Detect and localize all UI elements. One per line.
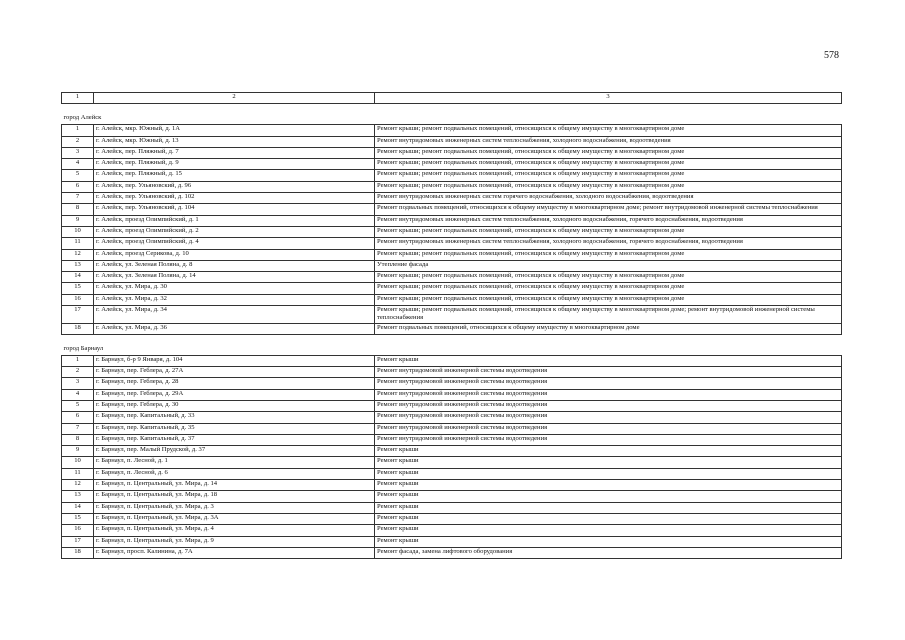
works-cell: Ремонт крыши xyxy=(375,355,842,366)
works-cell: Ремонт внутридомовых инженерных систем теплоснабжения, холодного водоснабжения, водоотведения xyxy=(375,136,842,147)
table-row xyxy=(62,323,842,334)
table-row xyxy=(62,457,842,468)
works-cell: Ремонт внутридомовых инженерных систем горячего водоснабжения, холодного водоснабжения, водоотведения xyxy=(375,193,842,204)
header-cell-address: 2 xyxy=(94,93,375,104)
address-cell: г. Алейск, пер. Ульяновский, д. 104 xyxy=(94,204,375,215)
row-number-cell: 11 xyxy=(62,238,94,249)
table-row xyxy=(62,159,842,170)
table-row xyxy=(62,547,842,558)
address-cell: г. Барнаул, пер. Геблера, д. 27А xyxy=(94,367,375,378)
row-number-cell: 14 xyxy=(62,502,94,513)
works-cell: Ремонт крыши; ремонт подвальных помещений, относящихся к общему имуществу в многоквартирном доме xyxy=(375,181,842,192)
table-row xyxy=(62,355,842,366)
row-number-cell: 9 xyxy=(62,215,94,226)
works-cell: Ремонт подвальных помещений, относящихся к общему имуществу в многоквартирном доме; ремонт внутридомовой инженерной системы теплоснабжения xyxy=(375,204,842,215)
section-header-row xyxy=(62,104,842,125)
table-row xyxy=(62,389,842,400)
works-cell: Ремонт крыши; ремонт подвальных помещений, относящихся к общему имуществу в многоквартирном доме xyxy=(375,272,842,283)
works-cell: Ремонт внутридомовой инженерной системы водоотведения xyxy=(375,389,842,400)
table-row xyxy=(62,423,842,434)
address-cell: г. Барнаул, пер. Геблера, д. 29А xyxy=(94,389,375,400)
works-cell: Ремонт крыши xyxy=(375,457,842,468)
table-row xyxy=(62,147,842,158)
table-row xyxy=(62,480,842,491)
address-cell: г. Алейск, проезд Олимпийский, д. 4 xyxy=(94,238,375,249)
row-number-cell: 7 xyxy=(62,423,94,434)
header-cell-works: 3 xyxy=(375,93,842,104)
row-number-cell: 7 xyxy=(62,193,94,204)
address-cell: г. Алейск, мкр. Южный, д. 13 xyxy=(94,136,375,147)
works-cell: Ремонт крыши xyxy=(375,536,842,547)
address-cell: г. Алейск, проезд Олимпийский, д. 1 xyxy=(94,215,375,226)
works-cell: Ремонт крыши xyxy=(375,491,842,502)
works-cell: Ремонт крыши; ремонт подвальных помещений, относящихся к общему имуществу в многоквартирном доме xyxy=(375,170,842,181)
table-row xyxy=(62,272,842,283)
row-number-cell: 14 xyxy=(62,272,94,283)
address-cell: г. Алейск, ул. Мира, д. 30 xyxy=(94,283,375,294)
table-row xyxy=(62,412,842,423)
section-city-title: город Алейск xyxy=(62,104,842,125)
address-cell: г. Барнаул, пер. Геблера, д. 28 xyxy=(94,378,375,389)
address-cell: г. Барнаул, пер. Капитальный, д. 37 xyxy=(94,434,375,445)
row-number-cell: 10 xyxy=(62,457,94,468)
table-row xyxy=(62,401,842,412)
address-cell: г. Алейск, пер. Ульяновский, д. 102 xyxy=(94,193,375,204)
table-row xyxy=(62,294,842,305)
works-cell: Ремонт внутридомовых инженерных систем теплоснабжения, холодного водоснабжения, горячего водоснабжения, водоотведения xyxy=(375,238,842,249)
section-header-row xyxy=(62,334,842,355)
table-row xyxy=(62,170,842,181)
works-cell: Ремонт крыши xyxy=(375,446,842,457)
row-number-cell: 18 xyxy=(62,323,94,334)
works-cell: Ремонт фасада, замена лифтового оборудования xyxy=(375,547,842,558)
works-cell: Ремонт внутридомовой инженерной системы водоотведения xyxy=(375,412,842,423)
table-row xyxy=(62,378,842,389)
address-cell: г. Барнаул, п. Центральный, ул. Мира, д. 18 xyxy=(94,491,375,502)
row-number-cell: 6 xyxy=(62,412,94,423)
works-cell: Ремонт крыши xyxy=(375,502,842,513)
works-cell: Ремонт крыши xyxy=(375,480,842,491)
row-number-cell: 8 xyxy=(62,204,94,215)
table-row xyxy=(62,446,842,457)
repair-table-body xyxy=(62,93,842,559)
address-cell: г. Алейск, ул. Зеленая Поляна, д. 8 xyxy=(94,260,375,271)
row-number-cell: 5 xyxy=(62,170,94,181)
address-cell: г. Алейск, мкр. Южный, д. 1А xyxy=(94,125,375,136)
row-number-cell: 4 xyxy=(62,389,94,400)
table-row xyxy=(62,238,842,249)
table-row xyxy=(62,491,842,502)
row-number-cell: 4 xyxy=(62,159,94,170)
repair-table xyxy=(61,92,842,559)
row-number-cell: 17 xyxy=(62,536,94,547)
table-row xyxy=(62,306,842,323)
table-row xyxy=(62,215,842,226)
address-cell: г. Барнаул, п. Лесной, д. 6 xyxy=(94,468,375,479)
address-cell: г. Алейск, пер. Пляжный, д. 7 xyxy=(94,147,375,158)
row-number-cell: 13 xyxy=(62,260,94,271)
row-number-cell: 5 xyxy=(62,401,94,412)
row-number-cell: 3 xyxy=(62,378,94,389)
row-number-cell: 1 xyxy=(62,125,94,136)
page-number: 578 xyxy=(824,50,839,61)
row-number-cell: 2 xyxy=(62,367,94,378)
row-number-cell: 12 xyxy=(62,480,94,491)
works-cell: Ремонт внутридомовой инженерной системы водоотведения xyxy=(375,401,842,412)
row-number-cell: 16 xyxy=(62,525,94,536)
section-city-title: город Барнаул xyxy=(62,334,842,355)
table-row xyxy=(62,502,842,513)
row-number-cell: 12 xyxy=(62,249,94,260)
table-row xyxy=(62,468,842,479)
works-cell: Ремонт внутридомовой инженерной системы водоотведения xyxy=(375,367,842,378)
works-cell: Ремонт крыши xyxy=(375,513,842,524)
works-cell: Ремонт внутридомовых инженерных систем теплоснабжения, холодного водоснабжения, горячего водоснабжения, водоотведения xyxy=(375,215,842,226)
address-cell: г. Барнаул, п. Центральный, ул. Мира, д. 3 xyxy=(94,502,375,513)
table-header-row xyxy=(62,93,842,104)
works-cell: Ремонт подвальных помещений, относящихся к общему имуществу в многоквартирном доме xyxy=(375,323,842,334)
address-cell: г. Алейск, пер. Пляжный, д. 9 xyxy=(94,159,375,170)
address-cell: г. Алейск, ул. Зеленая Поляна, д. 14 xyxy=(94,272,375,283)
works-cell: Ремонт крыши; ремонт подвальных помещений, относящихся к общему имуществу в многоквартирном доме xyxy=(375,226,842,237)
works-cell: Ремонт крыши; ремонт подвальных помещений, относящихся к общему имуществу в многоквартирном доме; ремонт внутридомовой инженерной системы теплоснабжения xyxy=(375,306,842,323)
table-row xyxy=(62,204,842,215)
table-row xyxy=(62,226,842,237)
works-cell: Ремонт внутридомовой инженерной системы водоотведения xyxy=(375,378,842,389)
table-row xyxy=(62,513,842,524)
works-cell: Утепление фасада xyxy=(375,260,842,271)
address-cell: г. Барнаул, пер. Геблера, д. 30 xyxy=(94,401,375,412)
row-number-cell: 11 xyxy=(62,468,94,479)
address-cell: г. Алейск, ул. Мира, д. 32 xyxy=(94,294,375,305)
works-cell: Ремонт внутридомовой инженерной системы водоотведения xyxy=(375,423,842,434)
works-cell: Ремонт крыши; ремонт подвальных помещений, относящихся к общему имуществу в многоквартирном доме xyxy=(375,283,842,294)
address-cell: г. Барнаул, просп. Калинина, д. 7А xyxy=(94,547,375,558)
header-cell-number: 1 xyxy=(62,93,94,104)
row-number-cell: 3 xyxy=(62,147,94,158)
row-number-cell: 13 xyxy=(62,491,94,502)
table-row xyxy=(62,136,842,147)
row-number-cell: 6 xyxy=(62,181,94,192)
address-cell: г. Алейск, ул. Мира, д. 36 xyxy=(94,323,375,334)
table-row xyxy=(62,181,842,192)
works-cell: Ремонт крыши; ремонт подвальных помещений, относящихся к общему имуществу в многоквартирном доме xyxy=(375,125,842,136)
row-number-cell: 9 xyxy=(62,446,94,457)
table-row xyxy=(62,283,842,294)
address-cell: г. Барнаул, пер. Малый Прудской, д. 37 xyxy=(94,446,375,457)
table-row xyxy=(62,525,842,536)
address-cell: г. Алейск, пер. Ульяновский, д. 96 xyxy=(94,181,375,192)
row-number-cell: 10 xyxy=(62,226,94,237)
row-number-cell: 16 xyxy=(62,294,94,305)
row-number-cell: 1 xyxy=(62,355,94,366)
row-number-cell: 8 xyxy=(62,434,94,445)
table-row xyxy=(62,434,842,445)
address-cell: г. Алейск, ул. Мира, д. 34 xyxy=(94,306,375,323)
table-row xyxy=(62,260,842,271)
works-cell: Ремонт внутридомовой инженерной системы водоотведения xyxy=(375,434,842,445)
address-cell: г. Барнаул, б-р 9 Января, д. 104 xyxy=(94,355,375,366)
works-cell: Ремонт крыши; ремонт подвальных помещений, относящихся к общему имуществу в многоквартирном доме xyxy=(375,147,842,158)
table-row xyxy=(62,125,842,136)
works-cell: Ремонт крыши; ремонт подвальных помещений, относящихся к общему имуществу в многоквартирном доме xyxy=(375,294,842,305)
address-cell: г. Алейск, проезд Серикова, д. 10 xyxy=(94,249,375,260)
works-cell: Ремонт крыши xyxy=(375,468,842,479)
address-cell: г. Алейск, проезд Олимпийский, д. 2 xyxy=(94,226,375,237)
address-cell: г. Барнаул, п. Лесной, д. 1 xyxy=(94,457,375,468)
row-number-cell: 2 xyxy=(62,136,94,147)
address-cell: г. Барнаул, пер. Капитальный, д. 33 xyxy=(94,412,375,423)
address-cell: г. Барнаул, пер. Капитальный, д. 35 xyxy=(94,423,375,434)
address-cell: г. Барнаул, п. Центральный, ул. Мира, д. 4 xyxy=(94,525,375,536)
address-cell: г. Алейск, пер. Пляжный, д. 15 xyxy=(94,170,375,181)
row-number-cell: 18 xyxy=(62,547,94,558)
row-number-cell: 15 xyxy=(62,283,94,294)
works-cell: Ремонт крыши xyxy=(375,525,842,536)
row-number-cell: 15 xyxy=(62,513,94,524)
works-cell: Ремонт крыши; ремонт подвальных помещений, относящихся к общему имуществу в многоквартирном доме xyxy=(375,159,842,170)
address-cell: г. Барнаул, п. Центральный, ул. Мира, д. 14 xyxy=(94,480,375,491)
address-cell: г. Барнаул, п. Центральный, ул. Мира, д. 9 xyxy=(94,536,375,547)
works-cell: Ремонт крыши; ремонт подвальных помещений, относящихся к общему имуществу в многоквартирном доме xyxy=(375,249,842,260)
table-row xyxy=(62,249,842,260)
address-cell: г. Барнаул, п. Центральный, ул. Мира, д. 3А xyxy=(94,513,375,524)
row-number-cell: 17 xyxy=(62,306,94,323)
table-row xyxy=(62,536,842,547)
table-row xyxy=(62,193,842,204)
table-row xyxy=(62,367,842,378)
